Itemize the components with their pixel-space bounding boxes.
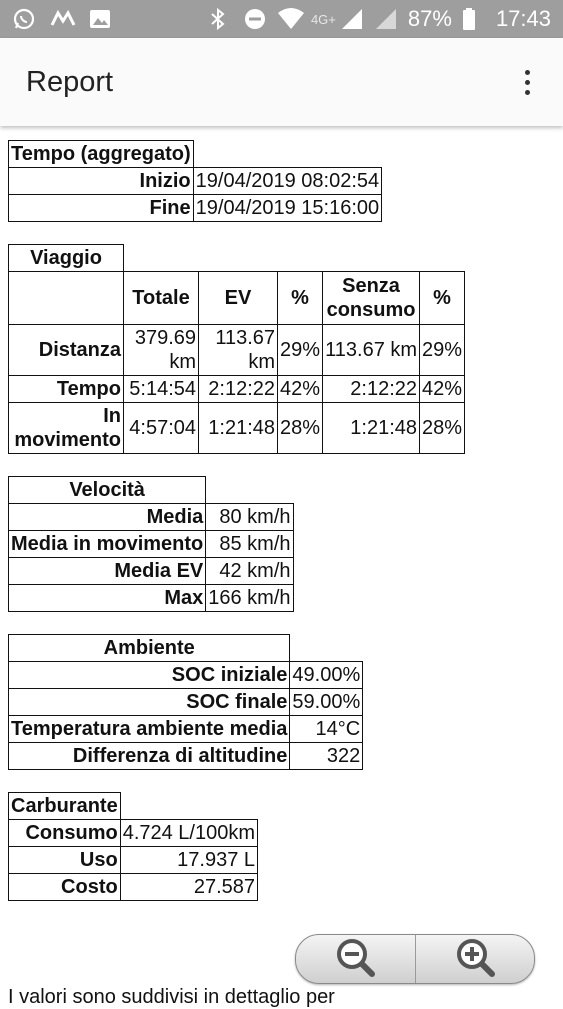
- battery-icon: [462, 7, 486, 31]
- table-row: Media 80 km/h: [9, 504, 294, 531]
- network-type-label: 4G+: [310, 11, 336, 27]
- app-notification-icon: [50, 7, 74, 31]
- bluetooth-icon: [209, 7, 233, 31]
- ambiente-table: [8, 634, 363, 770]
- wifi-icon: [277, 7, 301, 31]
- tempo-title: Tempo (aggregato): [9, 141, 194, 168]
- report-content: [8, 140, 556, 923]
- zoom-in-icon: [454, 936, 496, 983]
- table-row: Uso 17.937 L: [9, 847, 258, 874]
- table-row: SOC iniziale 49.00%: [9, 662, 363, 689]
- viaggio-title: Viaggio: [9, 245, 124, 272]
- table-row: Max 166 km/h: [9, 585, 294, 612]
- clock: 17:43: [495, 6, 551, 31]
- whatsapp-icon: [12, 7, 36, 31]
- image-icon: [88, 7, 112, 31]
- zoom-in-button[interactable]: [415, 935, 535, 983]
- table-row: Fine 19/04/2019 15:16:00: [9, 195, 382, 222]
- table-row: Differenza di altitudine 322: [9, 743, 363, 770]
- table-row: Temperatura ambiente media 14°C: [9, 716, 363, 743]
- more-vert-icon: [525, 70, 530, 75]
- footer-description: I valori sono suddivisi in dettaglio per: [8, 986, 335, 1008]
- battery-percentage: 87%: [407, 6, 452, 31]
- velocita-title: Velocità: [9, 477, 206, 504]
- do-not-disturb-icon: [243, 7, 267, 31]
- table-row: SOC finale 59.00%: [9, 689, 363, 716]
- table-row: Inizio 19/04/2019 08:02:54: [9, 168, 382, 195]
- table-row: Costo 27.587: [9, 874, 258, 901]
- signal-icon-secondary: [374, 7, 398, 31]
- ambiente-title: Ambiente: [9, 635, 290, 662]
- zoom-out-button[interactable]: [296, 935, 415, 983]
- table-row: Consumo 4.724 L/100km: [9, 820, 258, 847]
- viaggio-table: [8, 244, 465, 454]
- carburante-table: [8, 792, 258, 901]
- table-header-row: Totale EV % Senza consumo %: [9, 272, 465, 325]
- status-bar: [0, 0, 563, 38]
- zoom-controls: [295, 934, 535, 984]
- table-row: Media in movimento 85 km/h: [9, 531, 294, 558]
- table-row: Media EV 42 km/h: [9, 558, 294, 585]
- overflow-menu-button[interactable]: [515, 62, 539, 102]
- zoom-out-icon: [334, 936, 376, 983]
- tempo-table: [8, 140, 382, 222]
- velocita-table: [8, 476, 294, 612]
- page-title: Report: [26, 65, 114, 98]
- table-row: Distanza 379.69 km 113.67 km 29% 113.67 km 29%: [9, 325, 465, 376]
- carburante-title: Carburante: [9, 793, 121, 820]
- table-row: In movimento 4:57:04 1:21:48 28% 1:21:48 28%: [9, 403, 465, 454]
- signal-icon: [340, 7, 364, 31]
- table-row: Tempo 5:14:54 2:12:22 42% 2:12:22 42%: [9, 376, 465, 403]
- app-bar: [0, 38, 563, 126]
